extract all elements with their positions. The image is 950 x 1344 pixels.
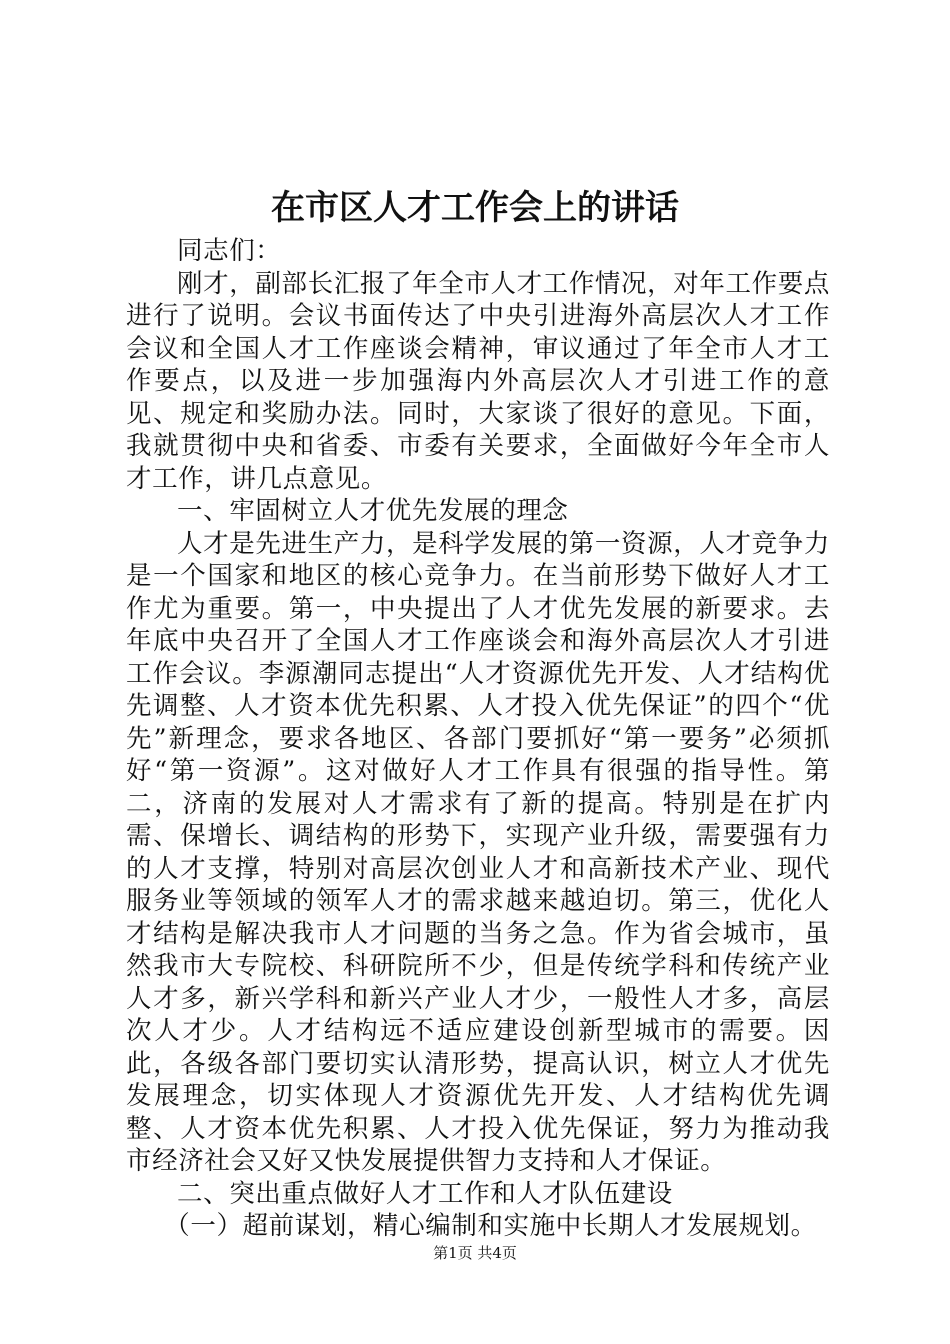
- document-title: 在市区人才工作会上的讲话: [271, 188, 679, 228]
- paragraph-section-1: 人才是先进生产力，是科学发展的第一资源，人才竞争力是一个国家和地区的核心竞争力。在当前形势下做好人才工作尤为重要。第一，中央提出了人才优先发展的新要求。去年底中央召开了全国人才工作座谈会和海外高层次人才引进工作会议。李源潮同志提出“人才资源优先开发、人才结构优先调整、人才资本优先积累、人才投入优先保证”的四个“优先”新理念，要求各地区、各部门要抓好“第一要务”必须抓好“第一资源”。这对做好人才工作具有很强的指导性。第二，济南的发展对人才需求有了新的提高。特别是在扩内需、保增长、调结构的形势下，实现产业升级，需要强有力的人才支撑，特别对高层次创业人才和高新技术产业、现代服务业等领域的领军人才的需求越来越迫切。第三，优化人才结构是解决我市人才问题的当务之急。作为省会城市，虽然我市大专院校、科研院所不少，但是传统学科和传统产业人才多，新兴学科和新兴产业人才少，一般性人才多，高层次人才少。人才结构远不适应建设创新型城市的需要。因此，各级各部门要切实认清形势，提高认识，树立人才优先发展理念，切实体现人才资源优先开发、人才结构优先调整、人才资本优先积累、人才投入优先保证，努力为推动我市经济社会又好又快发展提供智力支持和人才保证。: [126, 528, 830, 1176]
- paragraph-intro: 刚才，副部长汇报了年全市人才工作情况，对年工作要点进行了说明。会议书面传达了中央引进海外高层次人才工作会议和全国人才工作座谈会精神，审议通过了年全市人才工作要点，以及进一步加强海内外高层次人才引进工作的意见、规定和奖励办法。同时，大家谈了很好的意见。下面，我就贯彻中央和省委、市委有关要求，全面做好今年全市人才工作，讲几点意见。: [126, 268, 830, 494]
- salutation: 同志们：: [177, 236, 282, 266]
- subsection-heading-1: （一）超前谋划，精心编制和实施中长期人才发展规划。: [164, 1211, 817, 1241]
- document-body: [126, 235, 830, 1243]
- section-heading-1: 一、牢固树立人才优先发展的理念: [177, 496, 569, 526]
- page-footer: 第1页 共4页: [433, 1244, 517, 1262]
- section-heading-2: 二、突出重点做好人才工作和人才队伍建设: [177, 1178, 673, 1209]
